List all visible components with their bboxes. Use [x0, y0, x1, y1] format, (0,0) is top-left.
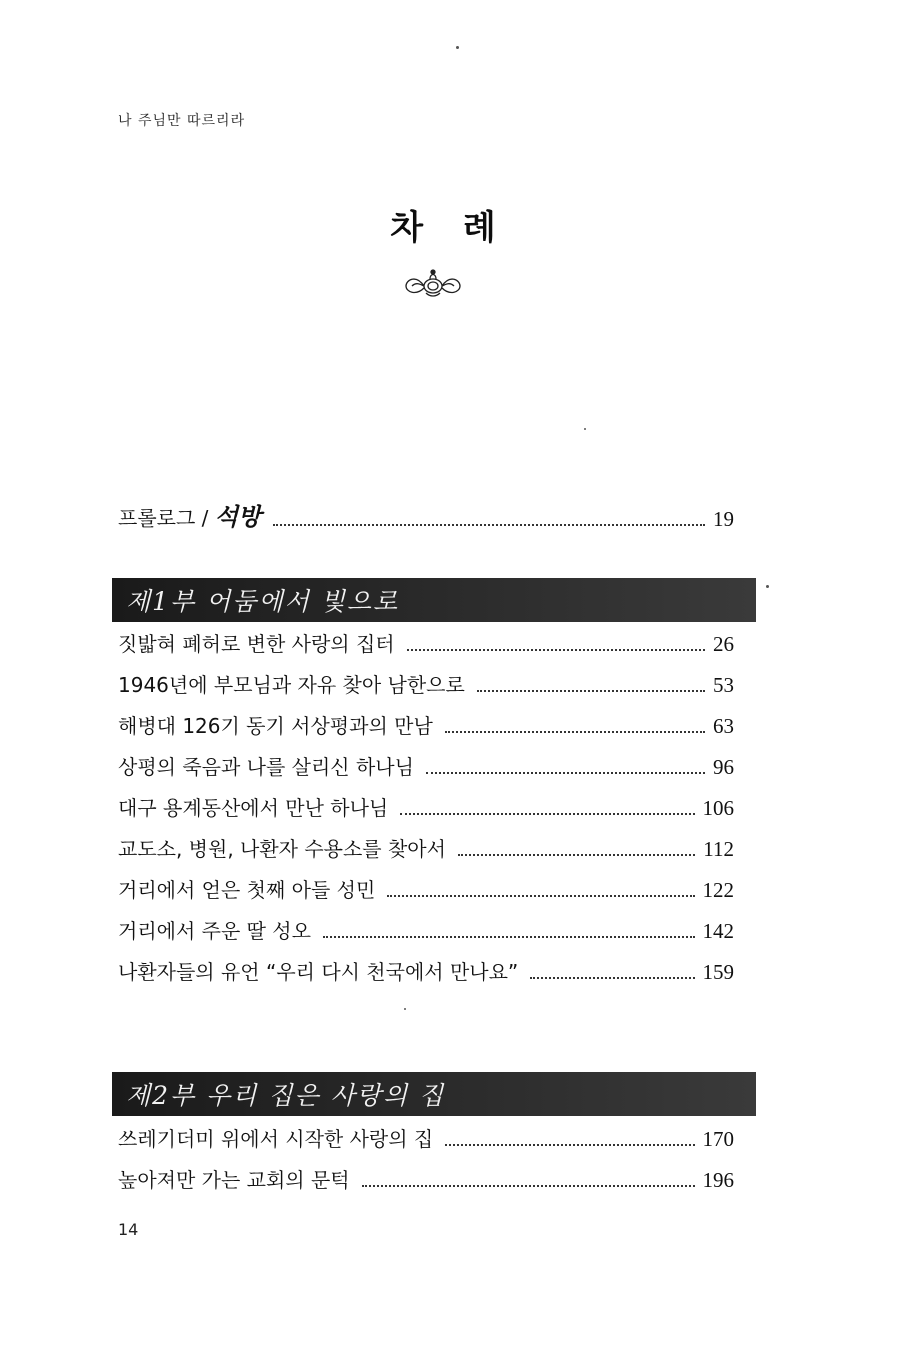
- dot-leader: [407, 649, 705, 651]
- toc-entry-label: 프롤로그 / 석방: [118, 502, 262, 531]
- part-heading-1: 제1부 어둠에서 빛으로: [112, 578, 756, 622]
- toc-page-number: 112: [703, 837, 734, 861]
- scan-speck: [456, 46, 459, 49]
- toc-page-number: 196: [702, 1168, 734, 1192]
- toc-entry[interactable]: 쓰레기더미 위에서 시작한 사랑의 집 170: [118, 1127, 734, 1151]
- toc-prologue[interactable]: [118, 500, 734, 532]
- scan-speck: [404, 1008, 406, 1010]
- dot-leader: [445, 1144, 694, 1146]
- toc-page-number: 170: [702, 1127, 734, 1151]
- dot-leader: [323, 936, 695, 938]
- dot-leader: [387, 895, 694, 897]
- toc-entry[interactable]: 높아져만 가는 교회의 문턱 196: [118, 1168, 734, 1192]
- toc-entry[interactable]: 거리에서 얻은 첫째 아들 성민 122: [118, 878, 734, 902]
- toc-entry[interactable]: 해병대 126기 동기 서상평과의 만남 63: [118, 714, 734, 738]
- dot-leader: [426, 772, 705, 774]
- page-number: 14: [118, 1220, 139, 1239]
- toc-page-number: 19: [713, 507, 734, 531]
- toc-page-number: 159: [702, 960, 734, 984]
- page-title: 차 례: [390, 208, 510, 248]
- toc-page-number: 63: [713, 714, 734, 738]
- dot-leader: [477, 690, 705, 692]
- running-head: 나 주님만 따르리라: [118, 113, 246, 129]
- dot-leader: [445, 731, 705, 733]
- toc-entry[interactable]: 거리에서 주운 딸 성오 142: [118, 919, 734, 943]
- dot-leader: [458, 854, 695, 856]
- toc-page-number: 106: [702, 796, 734, 820]
- ornament-flourish-icon: [400, 266, 466, 302]
- toc-page-number: 122: [702, 878, 734, 902]
- dot-leader: [362, 1185, 695, 1187]
- dot-leader: [530, 977, 694, 979]
- dot-leader: [400, 813, 694, 815]
- toc-page-number: 96: [713, 755, 734, 779]
- toc-entry[interactable]: 교도소, 병원, 나환자 수용소를 찾아서 112: [118, 837, 734, 861]
- scan-speck: [766, 585, 769, 588]
- toc-entry[interactable]: 대구 용계동산에서 만난 하나님 106: [118, 796, 734, 820]
- toc-page-number: 26: [713, 632, 734, 656]
- scan-speck: [584, 428, 586, 430]
- toc-entry[interactable]: 짓밟혀 폐허로 변한 사랑의 집터 26: [118, 632, 734, 656]
- dot-leader: [273, 524, 705, 526]
- part-heading-2: 제2부 우리 집은 사랑의 집: [112, 1072, 756, 1116]
- toc-entry[interactable]: 상평의 죽음과 나를 살리신 하나님 96: [118, 755, 734, 779]
- toc-page-number: 53: [713, 673, 734, 697]
- toc-entry[interactable]: 나환자들의 유언 “우리 다시 천국에서 만나요” 159: [118, 960, 734, 984]
- toc-page-number: 142: [702, 919, 734, 943]
- toc-entry[interactable]: 1946년에 부모님과 자유 찾아 남한으로 53: [118, 673, 734, 697]
